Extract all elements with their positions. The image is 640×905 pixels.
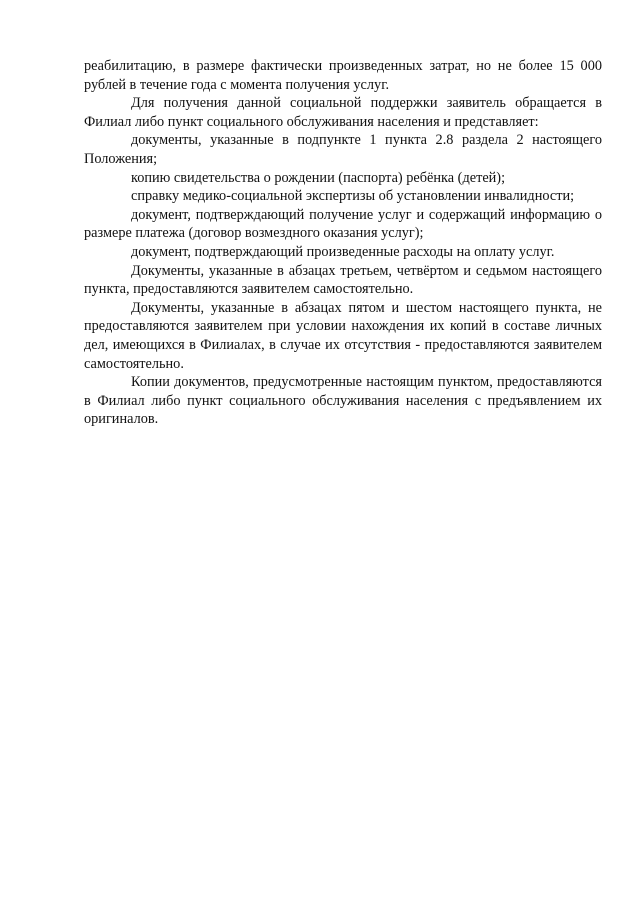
paragraph-not-required: Документы, указанные в абзацах пятом и шестом настоящего пункта, не предоставляются заявителем при условии нахождения их копий в составе личных дел, имеющихся в Филиалах, в случае их отсутствия - предоставляются заявителем самостоятельно. bbox=[84, 299, 602, 372]
document-page bbox=[84, 57, 602, 429]
paragraph-documents-reference: документы, указанные в подпункте 1 пункта 2.8 раздела 2 настоящего Положения; bbox=[84, 132, 602, 167]
paragraph-service-document: документ, подтверждающий получение услуг и содержащий информацию о размере платежа (договор возмездного оказания услуг); bbox=[84, 206, 602, 242]
paragraph-application-procedure: Для получения данной социальной поддержки заявитель обращается в Филиал либо пункт социального обслуживания населения и представляет: bbox=[84, 95, 602, 130]
paragraph-disability-certificate: справку медико-социальной экспертизы об установлении инвалидности; bbox=[131, 188, 575, 205]
paragraph-expense-document: документ, подтверждающий произведенные расходы на оплату услуг. bbox=[131, 243, 555, 260]
paragraph-birth-certificate: копию свидетельства о рождении (паспорта) ребёнка (детей); bbox=[131, 169, 506, 186]
paragraph-self-provided: Документы, указанные в абзацах третьем, четвёртом и седьмом настоящего пункта, предоставляются заявителем самостоятельно. bbox=[84, 262, 602, 298]
paragraph-copies: Копии документов, предусмотренные настоящим пунктом, предоставляются в Филиал либо пункт социального обслуживания населения с предъявлением их оригиналов. bbox=[84, 374, 602, 428]
paragraph-continuation: реабилитацию, в размере фактически произведенных затрат, но не более 15 000 рублей в течение года с момента получения услуг. bbox=[84, 58, 602, 93]
